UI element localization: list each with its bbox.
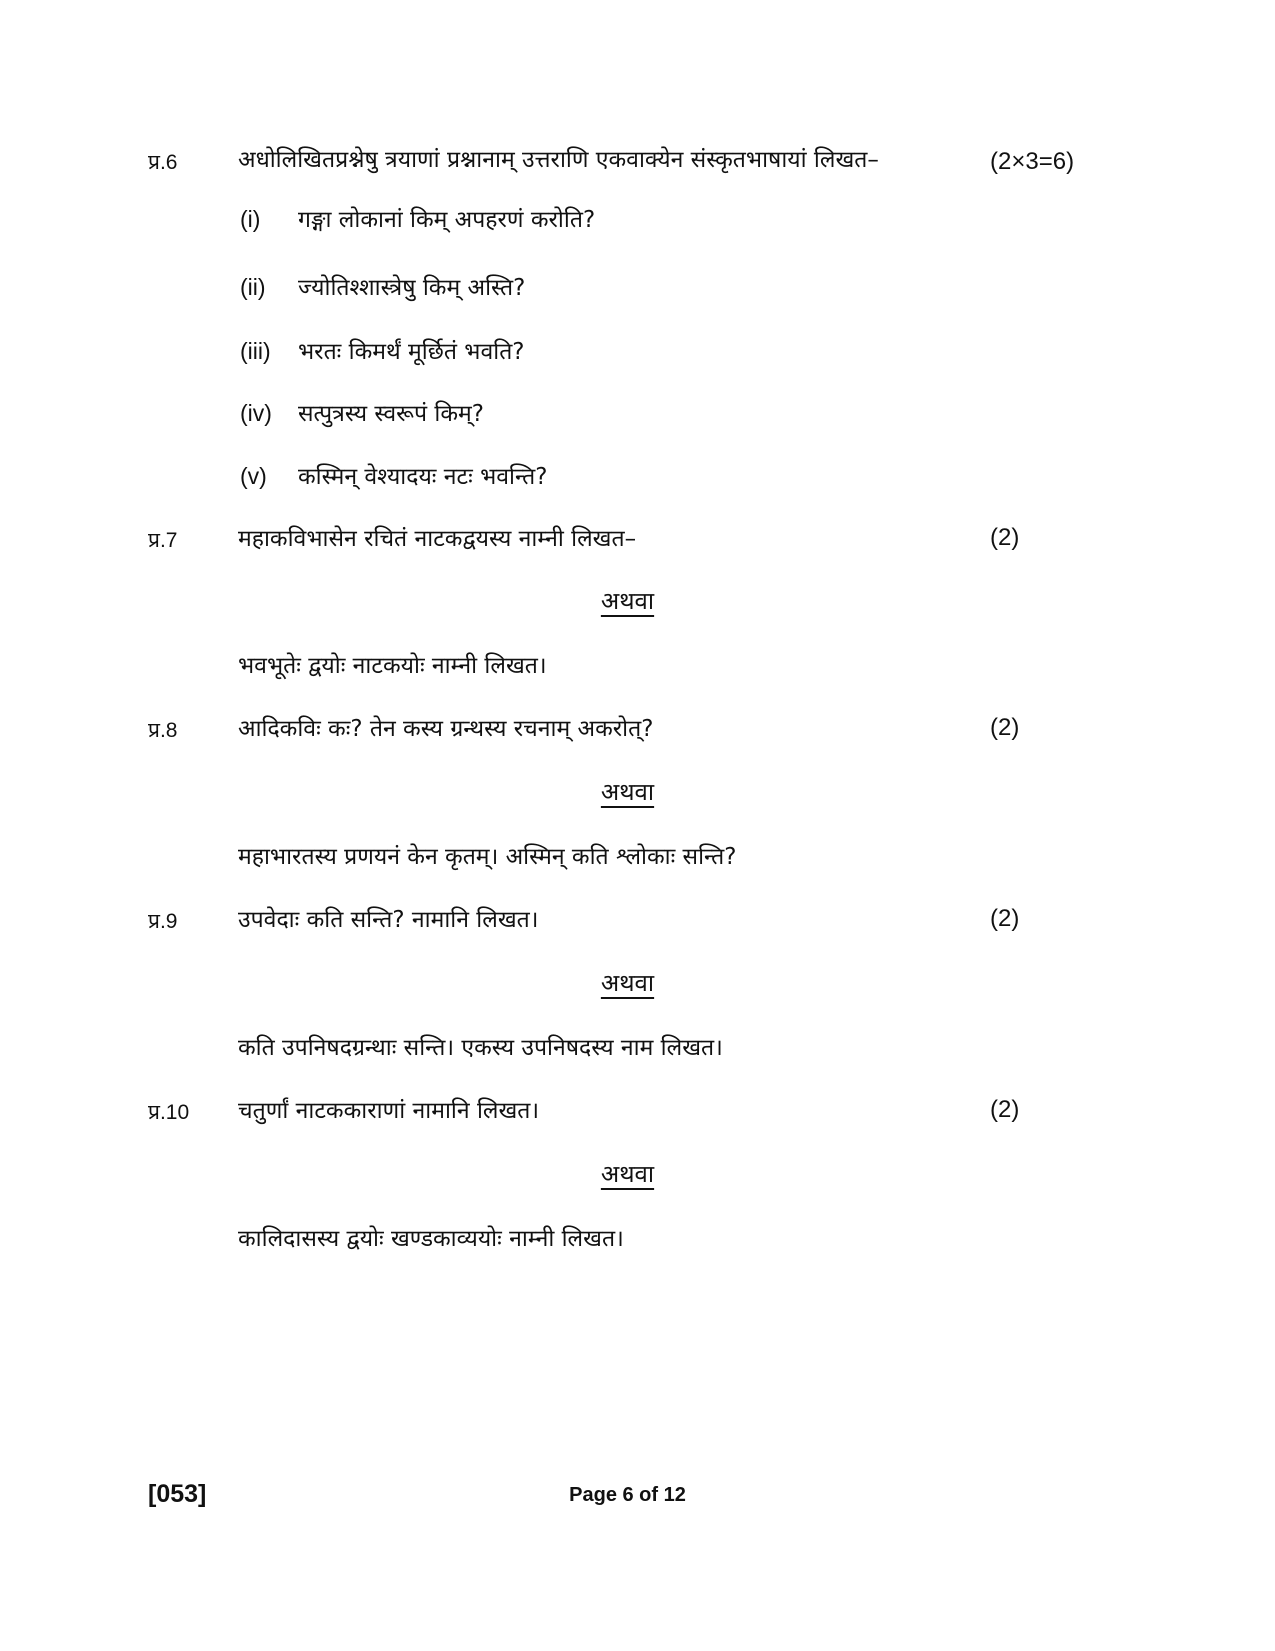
q6-text: अधोलिखितप्रश्नेषु त्रयाणां प्रश्नानाम् उत्तराणि एकवाक्येन संस्कृतभाषायां लिखत– [238, 147, 879, 173]
q6-sub-iv-number: (iv) [240, 400, 272, 426]
q6-sub-v-text: कस्मिन् वेश्यादयः नटः भवन्ति? [298, 464, 548, 490]
q6-sub-ii-text: ज्योतिश्शास्त्रेषु किम् अस्ति? [298, 275, 526, 301]
q8-number: प्र.8 [148, 719, 178, 742]
q6-sub-i-number: (i) [240, 206, 261, 232]
q9-or-heading [0, 966, 1255, 999]
q8-text: आदिकविः कः? तेन कस्य ग्रन्थस्य रचनाम् अकरोत्? [238, 716, 654, 742]
q8-or-label: अथवा [600, 778, 655, 806]
q8-marks: (2) [990, 714, 1020, 741]
q7-or-label: अथवा [600, 587, 655, 615]
q10-text: चतुर्णां नाटककाराणां नामानि लिखत। [238, 1098, 540, 1124]
q7-number: प्र.7 [148, 529, 178, 552]
q9-marks: (2) [990, 905, 1020, 932]
q8-or-heading [0, 775, 1255, 808]
q10-marks: (2) [990, 1096, 1020, 1123]
q6-sub-i-text: गङ्गा लोकानां किम् अपहरणं करोति? [298, 207, 596, 233]
q7-marks: (2) [990, 524, 1020, 551]
q10-alternative: कालिदासस्य द्वयोः खण्डकाव्ययोः नाम्नी लिखत। [238, 1226, 624, 1252]
q7-alternative: भवभूतेः द्वयोः नाटकयोः नाम्नी लिखत। [238, 653, 547, 679]
q10-or-heading [0, 1157, 1255, 1190]
q6-sub-iii-text: भरतः किमर्थं मूर्छितं भवति? [298, 339, 525, 365]
page-number: Page 6 of 12 [569, 1484, 686, 1506]
q6-sub-iv-text: सत्पुत्रस्य स्वरूपं किम्? [298, 401, 484, 427]
q9-or-label: अथवा [600, 969, 655, 997]
q6-sub-ii-number: (ii) [240, 274, 266, 300]
q9-text: उपवेदाः कति सन्ति? नामानि लिखत। [238, 907, 539, 933]
q9-number: प्र.9 [148, 910, 178, 933]
q8-alternative: महाभारतस्य प्रणयनं केन कृतम्। अस्मिन् कति श्लोकाः सन्ति? [238, 844, 737, 870]
paper-code: [053] [148, 1480, 207, 1508]
q6-marks: (2×3=6) [990, 148, 1075, 175]
q7-text: महाकविभासेन रचितं नाटकद्वयस्य नाम्नी लिखत– [238, 526, 637, 552]
q10-number: प्र.10 [148, 1101, 190, 1124]
q10-or-label: अथवा [600, 1160, 655, 1188]
q6-sub-v-number: (v) [240, 463, 267, 489]
q6-number: प्र.6 [148, 151, 178, 174]
q7-or-heading [0, 584, 1255, 617]
q9-alternative: कति उपनिषदग्रन्थाः सन्ति। एकस्य उपनिषदस्य नाम लिखत। [238, 1035, 723, 1061]
q6-sub-iii-number: (iii) [240, 338, 271, 364]
